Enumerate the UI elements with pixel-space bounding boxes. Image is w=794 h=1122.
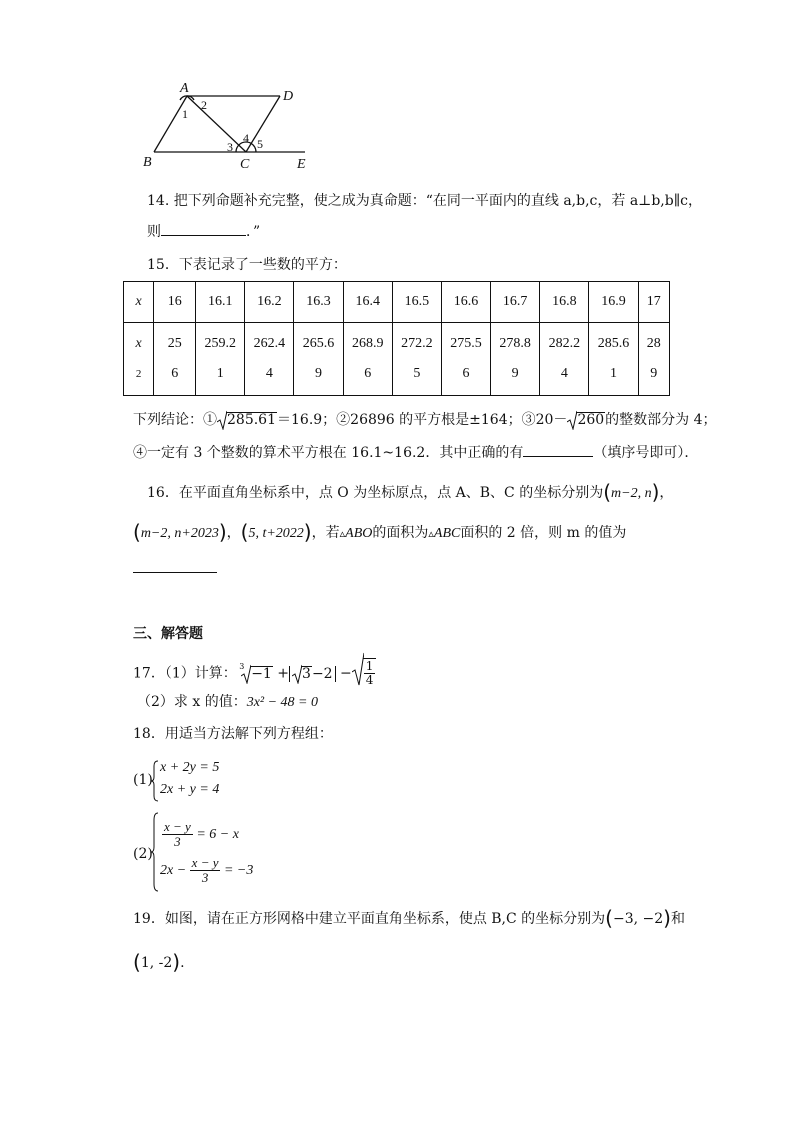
q18-part1-label: (1) [133, 772, 153, 788]
table-cell-x2: 275.5 6 [441, 323, 490, 396]
coord-c: 5, t+2022 [248, 526, 304, 541]
point-label: D [283, 89, 294, 104]
q16-line2: (m−2, n+2023)，(5, t+2022)，若▵ABO的面积为▵ABC面积的 2 倍，则 m 的值为 [133, 520, 627, 544]
q18-p2-eq1: $\frac{x - y}{3}$ = 6 − x [164, 819, 239, 850]
q18-p1-eq2: 2x + y = 4 [160, 782, 220, 797]
parallelogram-figure [140, 80, 320, 175]
q19-line1: 19．如图，请在正方形网格中建立平面直角坐标系，使点 B,C 的坐标分别为(−3, −2)和 [133, 906, 685, 930]
angle-label: 1 [182, 107, 188, 121]
q15-answer-blank[interactable] [523, 456, 593, 457]
coord-a: m−2, n [611, 486, 652, 501]
squares-table [123, 281, 670, 396]
table-cell-x: 16.3 [294, 282, 343, 323]
q14-end: ．” [246, 224, 261, 240]
angle-label: 3 [227, 140, 233, 154]
q16-line1: 16．在平面直角坐标系中，点 O 为坐标原点，点 A、B、C 的坐标分别为(m−2, n)， [147, 480, 674, 504]
q17-part1: 17．（1）计算： 3 −1 + 3−2 − $\frac{1}{4}$ [133, 658, 376, 687]
table-row-x2 [124, 323, 670, 396]
table-cell-x2: 268.9 6 [343, 323, 392, 396]
table-cell-x: 16.9 [589, 282, 638, 323]
brace-2 [151, 812, 159, 892]
table-cell-x: 16.7 [491, 282, 540, 323]
table-cell-x: 16 [154, 282, 196, 323]
angle-label: 5 [257, 137, 263, 151]
q19-line2: (1, -2). [133, 950, 185, 974]
q14-answer-blank[interactable] [161, 235, 246, 236]
sqrt-fraction: $\frac{1}{4}$ [352, 658, 377, 687]
point-label: C [240, 157, 250, 172]
q14-then: 则 [147, 224, 161, 240]
table-cell-x2: 272.2 5 [392, 323, 441, 396]
q18-p2-eq2: 2x − $\frac{x - y}{3}$ = −3 [160, 855, 254, 886]
table-header-x2: x 2 [124, 323, 154, 396]
table-cell-x2: 278.8 9 [491, 323, 540, 396]
q17-part2: （2）求 x 的值：3x² − 48 = 0 [137, 694, 319, 710]
point-label: E [297, 157, 306, 172]
table-cell-x2: 28 9 [638, 323, 669, 396]
table-cell-x: 16.4 [343, 282, 392, 323]
angle-label: 2 [201, 98, 207, 112]
table-cell-x: 16.2 [245, 282, 294, 323]
table-cell-x: 16.5 [392, 282, 441, 323]
point-label: A [180, 81, 189, 96]
q18-part2-label: (2) [133, 846, 153, 862]
q14-line2 [147, 224, 260, 241]
table-cell-x2: 25 6 [154, 323, 196, 396]
q18-p1-eq1: x + 2y = 5 [160, 760, 220, 775]
table-cell-x: 17 [638, 282, 669, 323]
table-cell-x: 16.6 [441, 282, 490, 323]
table-cell-x: 16.1 [196, 282, 245, 323]
table-cell-x2: 285.6 1 [589, 323, 638, 396]
sqrt-260: 260 [567, 412, 605, 429]
angle-label: 4 [243, 131, 249, 145]
section-title: 三、解答题 [133, 626, 203, 642]
table-cell-x2: 259.2 1 [196, 323, 245, 396]
point-label: B [143, 155, 152, 170]
q15-conclusion-line2: ④一定有 3 个整数的算术平方根在 16.1~16.2．其中正确的有 （填序号即可）． [133, 445, 699, 461]
cube-root: 3 −1 [239, 661, 272, 682]
q14-line1: 14. 把下列命题补充完整，使之成为真命题：“在同一平面内的直线 a,b,c，若 a⊥b,b∥c， [147, 193, 703, 209]
brace-1 [151, 760, 159, 802]
q15-intro: 15．下表记录了一些数的平方： [147, 257, 347, 273]
coord-c-19: 1, -2 [140, 955, 173, 971]
table-row-x [124, 282, 670, 323]
q15-conclusion-line1: 下列结论：① 285.61＝16.9；②26896 的平方根是±164；③20－ 260的整数部分为 4； [133, 412, 717, 428]
q18-intro: 18．用适当方法解下列方程组： [133, 726, 333, 742]
q16-answer-blank[interactable] [133, 560, 217, 573]
table-header-x: x [124, 282, 154, 323]
sqrt-285-61: 285.61 [217, 412, 277, 429]
table-cell-x2: 262.4 4 [245, 323, 294, 396]
table-cell-x: 16.8 [540, 282, 589, 323]
table-cell-x2: 265.6 9 [294, 323, 343, 396]
table-cell-x2: 282.2 4 [540, 323, 589, 396]
coord-b: m−2, n+2023 [140, 526, 219, 541]
coord-b-19: −3, −2 [612, 911, 664, 927]
